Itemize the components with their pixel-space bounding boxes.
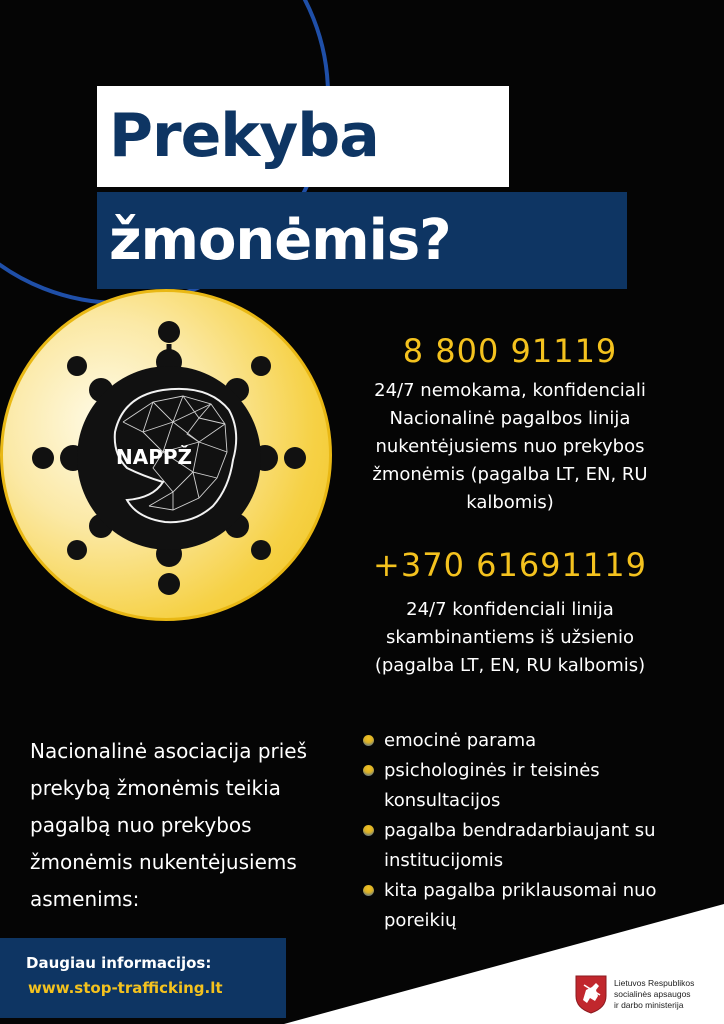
association-statement: Nacionalinė asociacija prieš prekybą žmonėmis teikia pagalbą nuo prekybos žmonėmis nukentėjusiems asmenims:	[30, 739, 308, 911]
ministry-logo	[574, 974, 724, 1022]
list-item: kita pagalba priklausomai nuo poreikių	[360, 876, 710, 936]
hotline-number-abroad[interactable]: +370 61691119	[373, 546, 647, 584]
website-link[interactable]: www.stop-trafficking.lt	[28, 979, 223, 997]
hotline-description-abroad: 24/7 konfidenciali linija skambinantiems iš užsienio (pagalba LT, EN, RU kalbomis)	[374, 599, 646, 676]
nappz-logo-disc	[0, 289, 332, 621]
coat-of-arms-icon	[574, 974, 608, 1014]
list-item: psichologinės ir teisinės konsultacijos	[360, 756, 710, 816]
bullet-icon	[363, 885, 374, 896]
bullet-icon	[363, 825, 374, 836]
title-line-1: Prekyba	[97, 86, 509, 187]
logo-text: NAPPŽ	[116, 445, 193, 469]
hotline-description-national: 24/7 nemokama, konfidenciali Nacionalinė pagalbos linija nukentėjusiems nuo prekybos žmonėmis (pagalba LT, EN, RU kalbomis)	[372, 380, 648, 513]
bullet-icon	[363, 765, 374, 776]
hotline-number-national[interactable]: 8 800 91119	[402, 332, 618, 370]
ministry-name: Lietuvos Respublikos socialinės apsaugos ir darbo ministerija	[614, 978, 695, 1010]
network-map-icon	[3, 292, 335, 624]
list-item: emocinė parama	[360, 726, 710, 756]
more-info-box	[0, 938, 286, 1018]
more-info-label: Daugiau informacijos:	[26, 954, 212, 972]
list-item: pagalba bendradarbiaujant su institucijomis	[360, 816, 710, 876]
bullet-icon	[363, 735, 374, 746]
title-line-2: žmonėmis?	[97, 192, 627, 289]
